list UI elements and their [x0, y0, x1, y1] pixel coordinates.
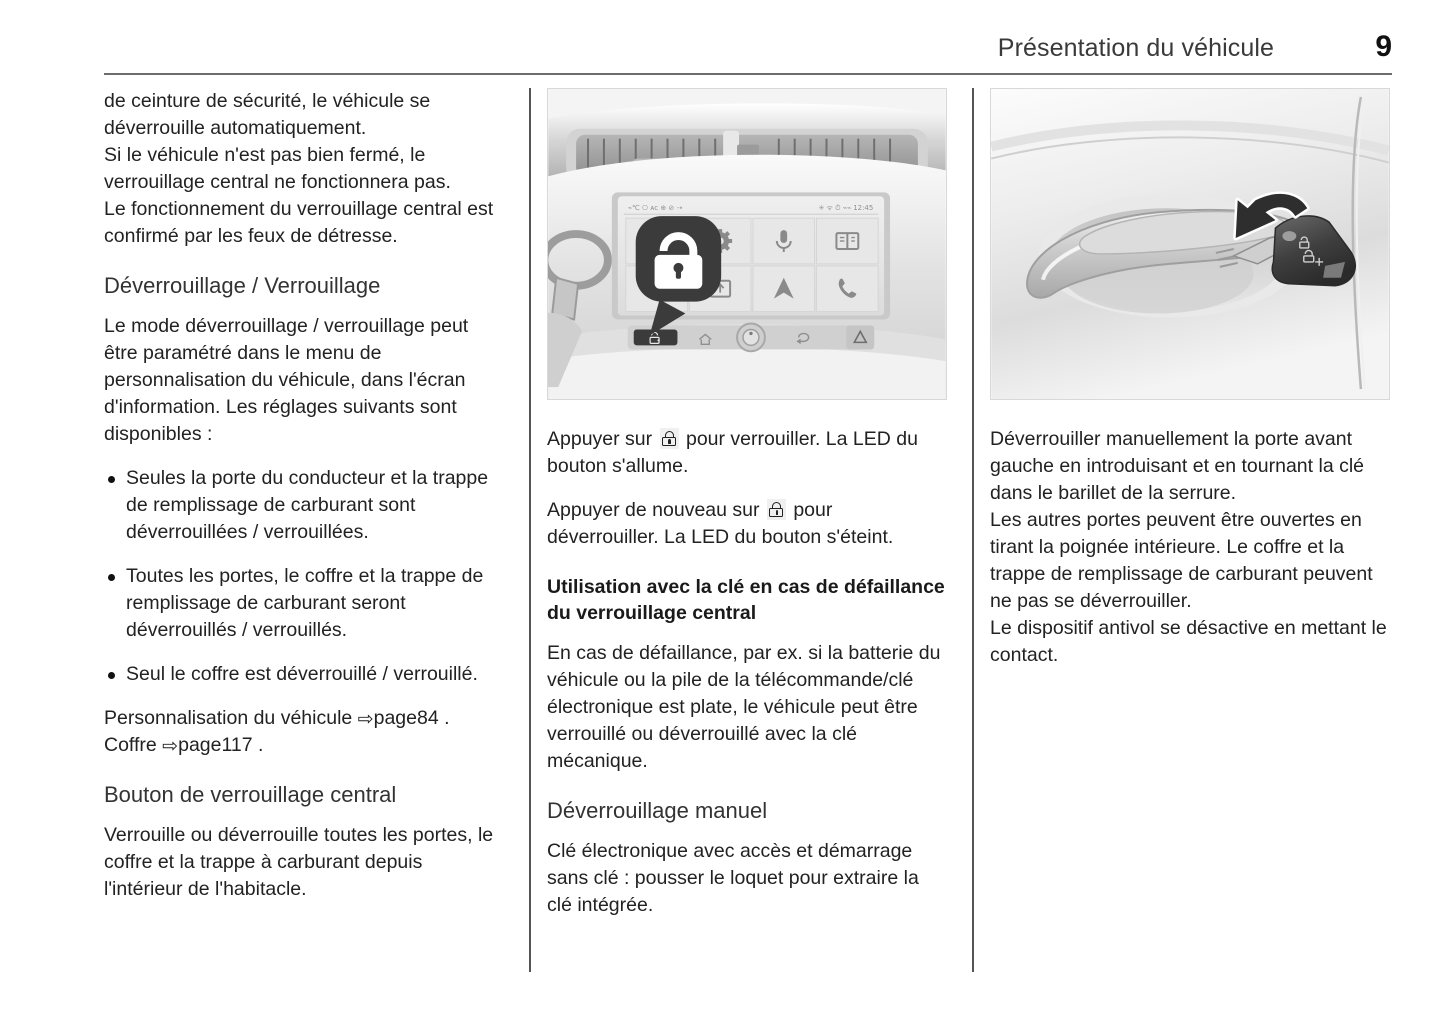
cross-reference-target[interactable]: page117 — [178, 734, 253, 756]
svg-text:✳ ᯤ ⏱ ⌁⌁ 12:45: ✳ ᯤ ⏱ ⌁⌁ 12:45 — [818, 204, 874, 213]
figure-dashboard-infotainment — [547, 88, 947, 400]
heading-unlock-lock: Déverrouillage / Verrouillage — [104, 273, 381, 298]
hazard-button — [846, 325, 874, 349]
page-header — [104, 30, 1392, 78]
heading-manual-unlock: Déverrouillage manuel — [547, 798, 768, 823]
cross-reference-trunk — [104, 732, 504, 759]
page-title: Présentation du véhicule — [997, 34, 1274, 62]
press-lock-text-b: pour verrouiller. La LED du bouton s'allume. — [547, 428, 918, 477]
press-unlock-text-b: pour déverrouiller. La LED du bouton s'éteint. — [547, 499, 894, 548]
paragraph-press-unlock — [547, 497, 947, 551]
paragraph-central-lock: Verrouille ou déverrouille toutes les portes, le coffre et la trappe à carburant depuis l'intérieur de l'habitacle. — [104, 824, 494, 900]
bullet-list-lock-modes — [104, 465, 504, 688]
column-middle — [547, 88, 947, 936]
cross-reference-suffix: . — [257, 734, 264, 756]
cross-reference-target[interactable]: page84 — [373, 707, 439, 729]
heading-central-lock-button: Bouton de verrouillage central — [104, 782, 397, 807]
lock-icon — [660, 428, 679, 449]
column-right — [990, 88, 1390, 686]
lock-icon — [767, 499, 786, 520]
svg-text:⌁℃ ⎔ ᴀᴄ ⊕ ⊘ ⇢: ⌁℃ ⎔ ᴀᴄ ⊕ ⊘ ⇢ — [627, 204, 683, 213]
list-item: Seul le coffre est déverrouillé / verrouillé. — [104, 661, 504, 688]
paragraph-mode: Le mode déverrouillage / verrouillage peut être paramétré dans le menu de personnalisation du véhicule, dans l'écran d'information. Les réglages suivants sont disponibles : — [104, 315, 469, 445]
paragraph-manual-unlock: Clé électronique avec accès et démarrage sans clé : pousser le loquet pour extraire la clé intégrée. — [547, 840, 919, 916]
press-lock-text-a: Appuyer sur — [547, 428, 658, 450]
header-rule — [104, 73, 1392, 75]
page-reference-arrow-icon: ⇨ — [162, 736, 179, 757]
column-left — [104, 88, 504, 920]
paragraph-press-lock — [547, 426, 947, 480]
cross-reference-label: Personnalisation du véhicule — [104, 707, 353, 729]
column-divider-1 — [529, 88, 531, 972]
cross-reference-suffix: . — [444, 707, 450, 729]
heading-key-use: Utilisation avec la clé en cas de défaillance du verrouillage central — [547, 576, 945, 624]
cross-reference-label: Coffre — [104, 734, 157, 756]
list-item: Toutes les portes, le coffre et la trappe de remplissage de carburant seront déverrouillés / verrouillés. — [104, 563, 504, 644]
paragraph-intro: de ceinture de sécurité, le véhicule se déverrouille automatiquement. Si le véhicule n'est pas bien fermé, le verrouillage central ne fonctionnera pas. Le fonctionnement du verrouillage central est confirmé par les feux de détresse. — [104, 90, 494, 247]
list-item: Seules la porte du conducteur et la trappe de remplissage de carburant sont déverrouillées / verrouillées. — [104, 465, 504, 546]
control-strip — [628, 323, 874, 351]
paragraph-key-use: En cas de défaillance, par ex. si la batterie du véhicule ou la pile de la télécommande/clé électronique est plate, le véhicule peut être verrouillé ou déverrouillé avec la clé mécanique. — [547, 642, 941, 772]
page-number: 9 — [1375, 30, 1392, 63]
press-unlock-text-a: Appuyer de nouveau sur — [547, 499, 765, 521]
cross-reference-personalisation — [104, 705, 504, 732]
column-divider-2 — [972, 88, 974, 972]
paragraph-manual-door: Déverrouiller manuellement la porte avant gauche en introduisant et en tournant la clé dans le barillet de la serrure. Les autres portes peuvent être ouvertes en tirant la poignée intérieure. Le coffre et la trappe de remplissage de carburant peuvent ne pas se déverrouiller. Le dispositif antivol se désactive en mettant le contact. — [990, 428, 1387, 666]
page-reference-arrow-icon: ⇨ — [357, 709, 374, 730]
figure-door-handle-key — [990, 88, 1390, 400]
